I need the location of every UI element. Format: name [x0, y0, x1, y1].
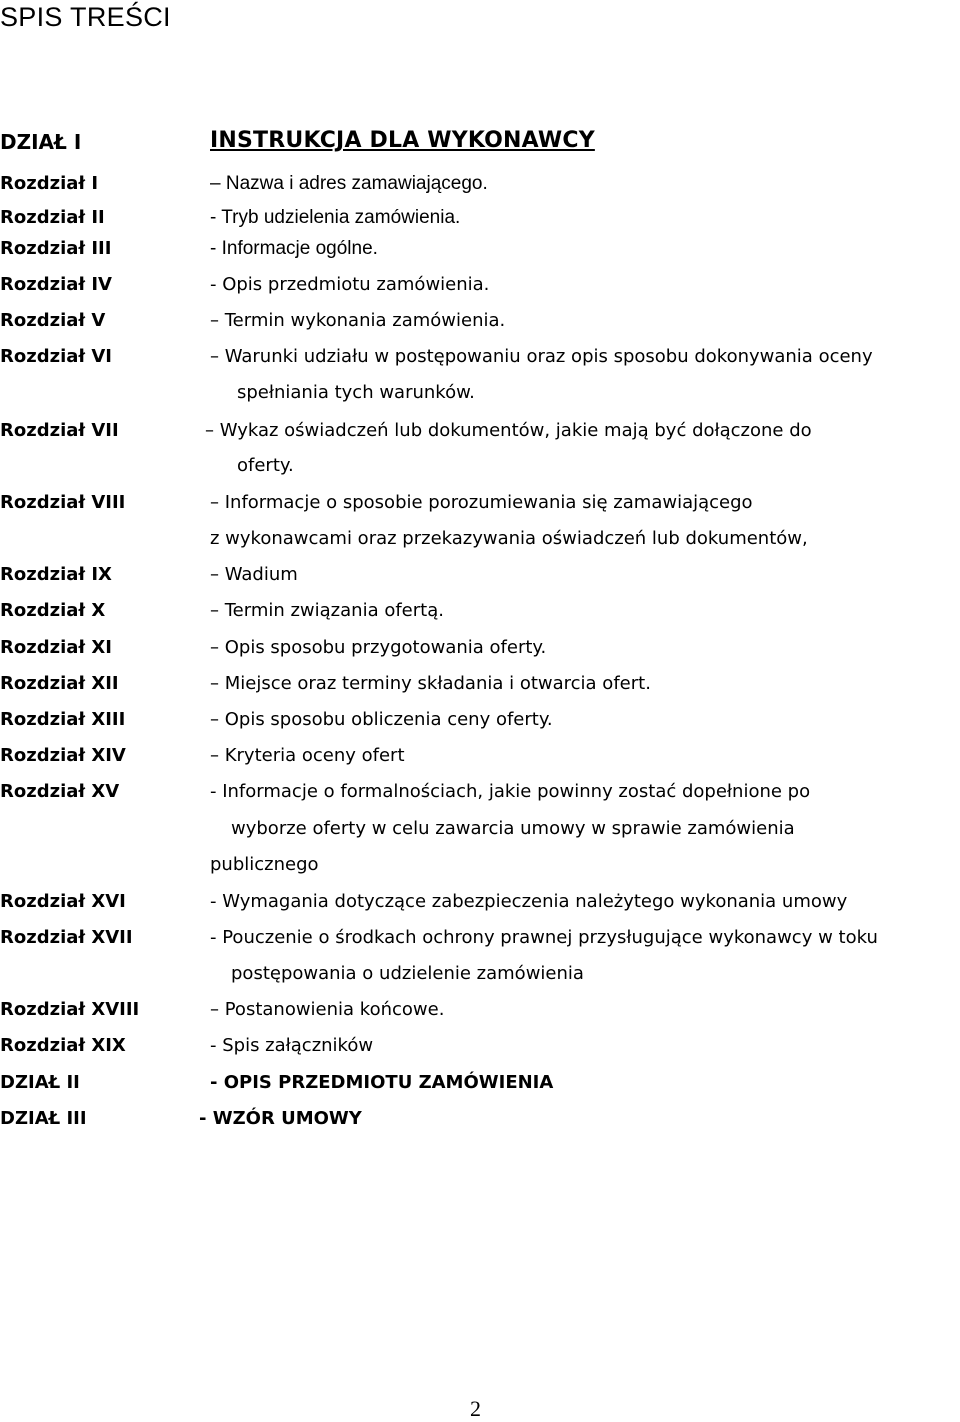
chapter-title-cont: spełniania tych warunków. — [237, 382, 475, 403]
chapter-title-cont: oferty. — [237, 455, 294, 476]
chapter-title: – Miejsce oraz terminy składania i otwarcia ofert. — [210, 673, 651, 694]
dzial-1-heading: INSTRUKCJA DLA WYKONAWCY — [210, 128, 595, 153]
dzial-3-label: DZIAŁ III — [0, 1108, 87, 1129]
chapter-label: Rozdział XV — [0, 781, 120, 802]
chapter-title: – Termin związania ofertą. — [210, 600, 444, 621]
chapter-label: Rozdział XIII — [0, 709, 126, 730]
chapter-title: - Spis załączników — [210, 1035, 374, 1056]
chapter-label: Rozdział X — [0, 600, 106, 621]
chapter-title: – Termin wykonania zamówienia. — [210, 310, 506, 331]
chapter-title: - Pouczenie o środkach ochrony prawnej przysługujące wykonawcy w toku — [210, 927, 878, 948]
chapter-label: Rozdział XIV — [0, 745, 126, 766]
toc-title: SPIS TREŚCI — [0, 2, 171, 32]
chapter-label: Rozdział XVII — [0, 927, 133, 948]
chapter-label: Rozdział XIX — [0, 1035, 126, 1056]
chapter-label: Rozdział I — [0, 173, 99, 194]
chapter-title-cont: postępowania o udzielenie zamówienia — [231, 963, 584, 984]
chapter-title-cont: wyborze oferty w celu zawarcia umowy w sprawie zamówienia — [231, 818, 795, 839]
chapter-title: - Tryb udzielenia zamówienia. — [210, 207, 461, 228]
chapter-label: Rozdział XII — [0, 673, 119, 694]
chapter-label: Rozdział XVI — [0, 891, 126, 912]
chapter-title: – Opis sposobu obliczenia ceny oferty. — [210, 709, 553, 730]
chapter-title: – Wykaz oświadczeń lub dokumentów, jakie mają być dołączone do — [205, 420, 812, 441]
chapter-title: - Informacje o formalnościach, jakie powinny zostać dopełnione po — [210, 781, 811, 802]
chapter-label: Rozdział VIII — [0, 492, 126, 513]
dzial-2-title: - OPIS PRZEDMIOTU ZAMÓWIENIA — [210, 1072, 554, 1093]
chapter-title: – Nazwa i adres zamawiającego. — [210, 173, 488, 194]
page-number: 2 — [470, 1396, 481, 1421]
chapter-label: Rozdział XVIII — [0, 999, 140, 1020]
chapter-label: Rozdział III — [0, 238, 112, 259]
dzial-3-title: - WZÓR UMOWY — [199, 1108, 362, 1129]
chapter-label: Rozdział IV — [0, 274, 112, 295]
chapter-title: - Wymagania dotyczące zabezpieczenia należytego wykonania umowy — [210, 891, 848, 912]
chapter-label: Rozdział XI — [0, 637, 112, 658]
chapter-title: – Wadium — [210, 564, 298, 585]
chapter-title-cont: publicznego — [210, 854, 319, 875]
chapter-label: Rozdział VI — [0, 346, 112, 367]
chapter-title: - Opis przedmiotu zamówienia. — [210, 274, 490, 295]
chapter-title: – Warunki udziału w postępowaniu oraz opis sposobu dokonywania oceny — [210, 346, 873, 367]
chapter-title: – Informacje o sposobie porozumiewania się zamawiającego — [210, 492, 753, 513]
chapter-title: – Opis sposobu przygotowania oferty. — [210, 637, 547, 658]
chapter-label: Rozdział VII — [0, 420, 119, 441]
dzial-2-label: DZIAŁ II — [0, 1072, 80, 1093]
chapter-title: – Postanowienia końcowe. — [210, 999, 445, 1020]
chapter-label: Rozdział IX — [0, 564, 112, 585]
chapter-title: - Informacje ogólne. — [210, 238, 378, 259]
chapter-label: Rozdział II — [0, 207, 105, 228]
chapter-label: Rozdział V — [0, 310, 106, 331]
chapter-title-cont: z wykonawcami oraz przekazywania oświadczeń lub dokumentów, — [210, 528, 808, 549]
chapter-title: – Kryteria oceny ofert — [210, 745, 405, 766]
dzial-1-label: DZIAŁ I — [0, 130, 82, 154]
